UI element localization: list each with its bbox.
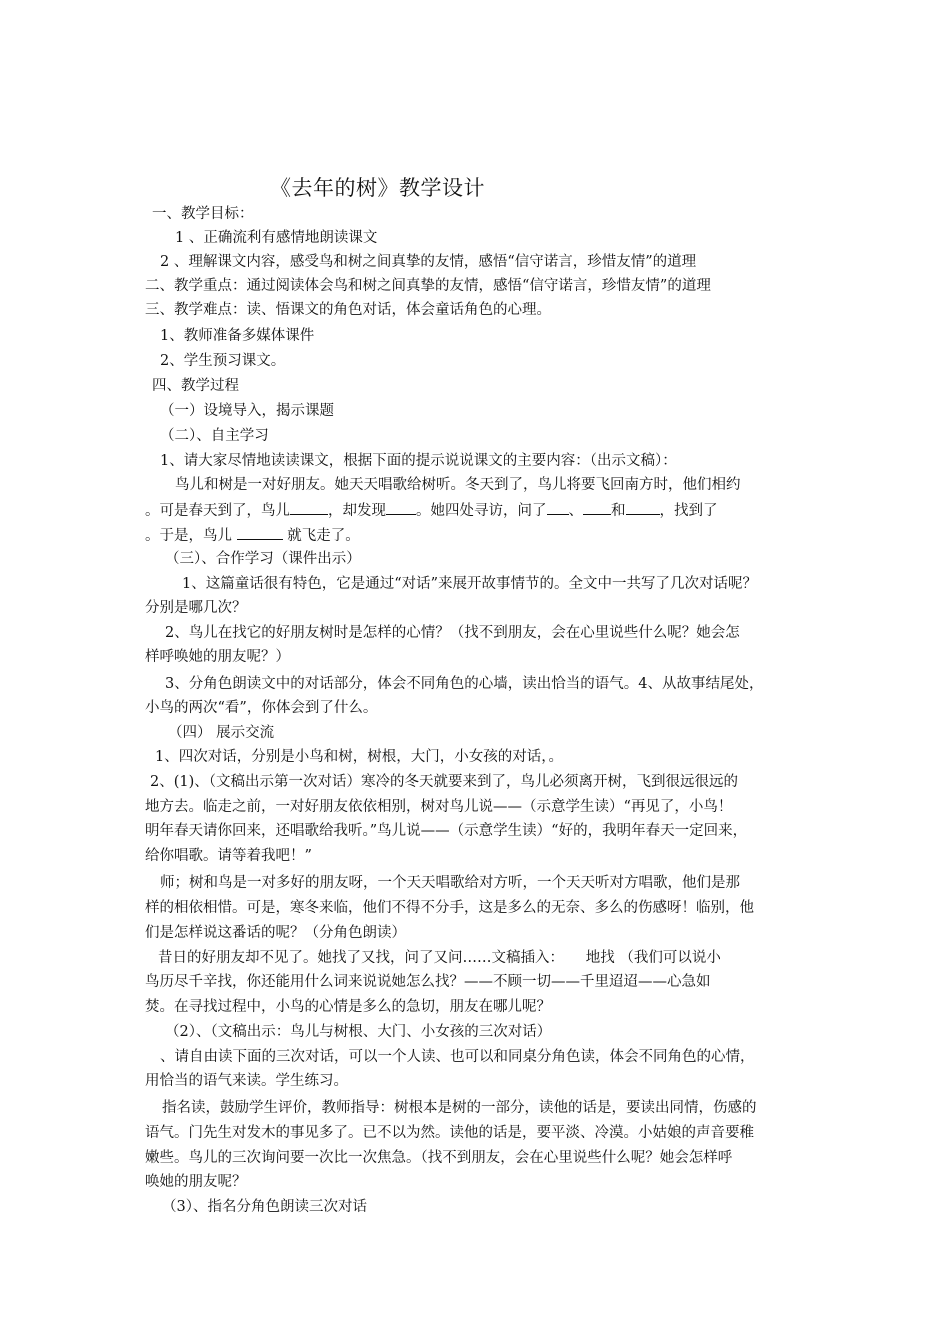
section-heading-difficulties: 三、教学难点：读、悟课文的角色对话，体会童话角色的心理。 [145,302,551,318]
fill-blank [237,525,283,540]
text-segment: 。于是，鸟儿 [145,528,237,544]
subsection-heading: （二）、自主学习 [160,428,269,444]
paragraph-line: 地方去。临走之前，一对好朋友依依相别，树对鸟儿说——（示意学生读）“再见了，小鸟！ [145,799,733,815]
subsection-heading: （一）设境导入，揭示课题 [160,403,334,419]
paragraph-line: 3、分角色朗读文中的对话部分，体会不同角色的心墙，读出恰当的语气。4、从故事结尾处， [165,676,764,692]
section-heading-objectives: 一、教学目标： [152,206,254,222]
text-segment: 和 [611,503,626,519]
paragraph-line: 1、这篇童话很有特色，它是通过“对话”来展开故事情节的。全文中一共写了几次对话呢？ [182,576,758,592]
section-heading-process: 四、教学过程 [152,378,239,394]
paragraph-line: 、请自由读下面的三次对话，可以一个人读、也可以和同桌分角色读，体会不同角色的心情， [160,1049,755,1065]
paragraph-line: 用恰当的语气来读。学生练习。 [145,1073,348,1089]
paragraph-line: 样呼唤她的朋友呢？） [145,649,290,665]
paragraph-line: 明年春天请你回来，还唱歌给我听。”鸟儿说——（示意学生读）“好的，我明年春天一定回来， [145,823,748,839]
fill-blank [290,500,328,515]
fill-blank [547,500,569,515]
text-segment: ，找到了 [659,503,718,519]
paragraph-line: 鸟儿和树是一对好朋友。她天天唱歌给树听。冬天到了，鸟儿将要飞回南方时，他们相约 [175,477,741,493]
paragraph-line: 师；树和鸟是一对多好的朋友呀，一个天天唱歌给对方听，一个天天听对方唱歌，他们是那 [160,875,740,891]
text-segment: 。她四处寻访，问了 [416,503,547,519]
fill-blank [386,500,416,515]
paragraph-line: 给你唱歌。请等着我吧！” [145,848,312,864]
text-segment: 。可是春天到了，鸟儿 [145,503,290,519]
paragraph-line: 昔日的好朋友却不见了。她找了又找，问了又问……文稿插入： 地找 （我们可以说小 [158,950,721,966]
fill-blank [583,500,611,515]
paragraph-line: 样的相依相惜。可是，寒冬来临，他们不得不分手，这是多么的无奈、多么的伤感呀！临别，他 [145,900,754,916]
fill-blank [626,500,660,515]
text-segment: ，却发现 [328,503,386,519]
paragraph-line: 指名读，鼓励学生评价，教师指导：树根本是树的一部分，读他的话是，要读出同情，伤感的 [162,1100,757,1116]
paragraph-line: 2、(1)、（文稿出示第一次对话）寒冷的冬天就要来到了，鸟儿必须离开树，飞到很远很远的 [150,774,739,790]
section-heading-key-points: 二、教学重点：通过阅读体会鸟和树之间真挚的友情，感悟“信守诺言，珍惜友情”的道理 [145,278,711,294]
paragraph-line: 语气。门先生对发木的事见多了。已不以为然。读他的话是，要平淡、冷漠。小姑娘的声音要稚 [145,1125,754,1141]
paragraph-line: 1、请大家尽情地读读课文，根据下面的提示说说课文的主要内容：（出示文稿）： [160,453,677,469]
subsection-heading: （2）、（文稿出示：鸟儿与树根、大门、小女孩的三次对话） [165,1024,552,1040]
preparation-item: 1、教师准备多媒体课件 [160,328,315,344]
fill-in-line [145,500,718,520]
objective-item: 2 、理解课文内容，感受鸟和树之间真挚的友情，感悟“信守诺言，珍惜友情”的道理 [160,254,697,270]
objective-item: 1 、正确流利有感情地朗读课文 [175,230,378,246]
paragraph-line: 小鸟的两次“看”，你体会到了什么。 [145,700,378,716]
preparation-item: 2、学生预习课文。 [160,353,286,369]
fill-in-line [145,525,360,545]
paragraph-line: 们是怎样说这番话的呢？（分角色朗读） [145,925,406,941]
paragraph-line: 嫩些。鸟儿的三次询问要一次比一次焦急。（找不到朋友，会在心里说些什么呢？她会怎样呼 [145,1150,733,1166]
paragraph-line: 焚。在寻找过程中，小鸟的心情是多么的急切，朋友在哪儿呢？ [145,999,551,1015]
subsection-heading: （3）、指名分角色朗读三次对话 [162,1199,367,1215]
document-title: 《去年的树》教学设计 [270,176,485,200]
paragraph-line: 2、鸟儿在找它的好朋友树时是怎样的心情？（找不到朋友，会在心里说些什么呢？她会怎 [165,625,740,641]
paragraph-line: 分别是哪几次？ [145,600,247,616]
subsection-heading: （三）、合作学习（课件出示） [165,551,361,567]
text-segment: 就飞走了。 [282,528,360,544]
text-segment: 、 [568,503,583,519]
paragraph-line: 1、四次对话，分别是小鸟和树，树根，大门，小女孩的对话，。 [155,749,563,765]
subsection-heading: （四） 展示交流 [168,725,275,741]
paragraph-line: 鸟历尽千辛找，你还能用什么词来说说她怎么找？——不顾一切——千里迢迢——心急如 [145,974,711,990]
paragraph-line: 唤她的朋友呢？ [145,1174,247,1190]
